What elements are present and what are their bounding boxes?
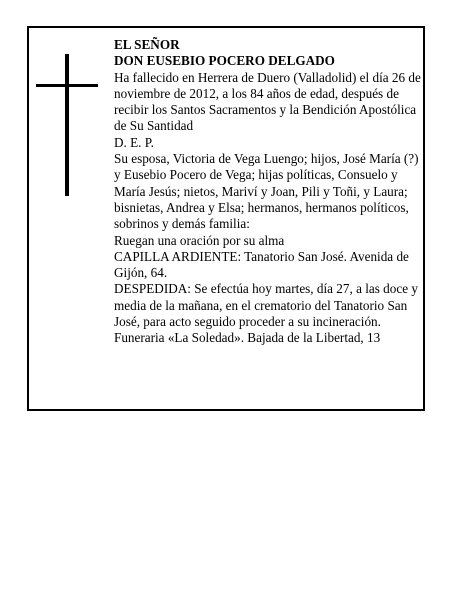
rip-line: D. E. P. xyxy=(114,134,154,150)
family-paragraph: Su esposa, Victoria de Vega Luengo; hijos, José María (?) y Eusebio Pocero de Vega; hijas políticas, Consuelo y María Jesús; nietos, Mariví y Joan, Pili y Toñi, y Laura; bisnietas, Andrea y Elsa; hermanos, hermanos políticos, sobrinos y demás familia: xyxy=(114,151,419,232)
funeral-home-line: Funeraria «La Soledad». Bajada de la Libertad, 13 xyxy=(114,330,381,346)
heading-title: EL SEÑOR xyxy=(114,37,180,52)
cross-icon xyxy=(36,54,98,196)
deceased-name: DON EUSEBIO POCERO DELGADO xyxy=(114,53,335,69)
chapel-paragraph: CAPILLA ARDIENTE: Tanatorio San José. Avenida de Gijón, 64. xyxy=(114,248,409,281)
cross-vertical-bar xyxy=(65,54,69,196)
obituary-text xyxy=(114,37,424,347)
cross-horizontal-bar xyxy=(36,84,98,87)
prayer-line: Ruegan una oración por su alma xyxy=(114,232,285,248)
farewell-paragraph: DESPEDIDA: Se efectúa hoy martes, día 27, a las doce y media de la mañana, en el crematorio del Tanatorio San José, para acto seguido proceder a su incineración. xyxy=(114,281,418,330)
announcement-paragraph: Ha fallecido en Herrera de Duero (Valladolid) el día 26 de noviembre de 2012, a los 84 años de edad, después de recibir los Santos Sacramentos y la Bendición Apostólica de Su Santidad xyxy=(114,69,421,134)
